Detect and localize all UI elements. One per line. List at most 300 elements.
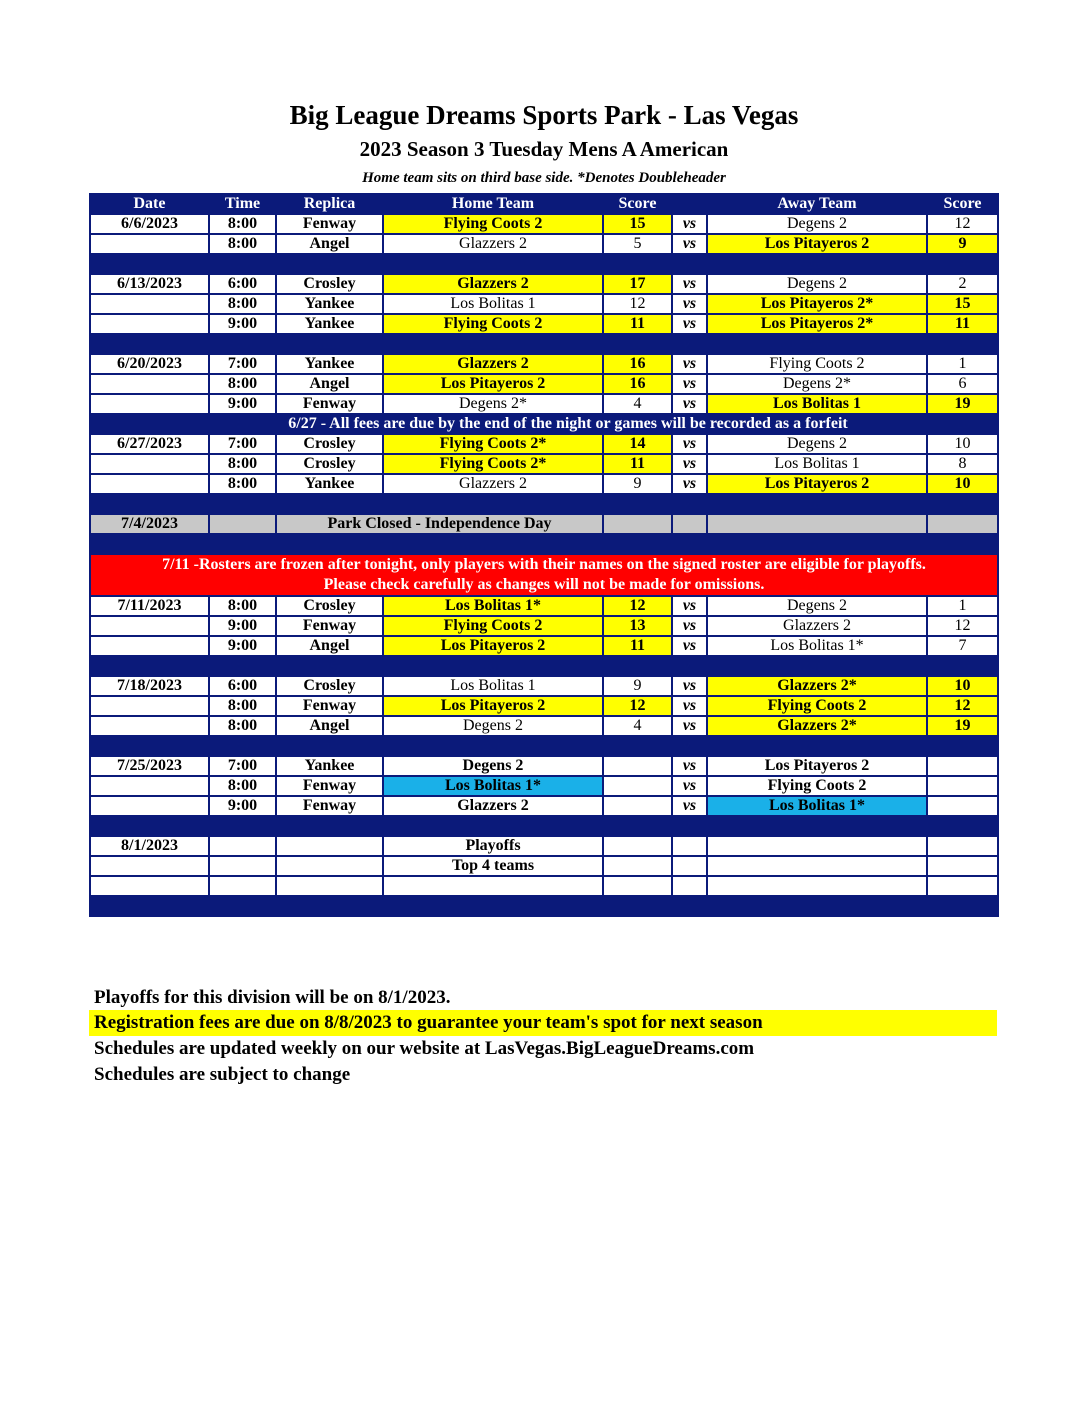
date-cell: [90, 796, 209, 816]
away-score-cell: 1: [927, 596, 998, 616]
separator-cell: [209, 254, 276, 274]
away-score-cell: 2: [927, 274, 998, 294]
home-team-cell: [383, 876, 603, 896]
home-team-cell: Los Pitayeros 2: [383, 636, 603, 656]
vs-cell: vs: [672, 394, 707, 414]
away-team-cell: Los Pitayeros 2: [707, 234, 927, 254]
roster-alert-line2: Please check carefully as changes will not be made for omissions.: [323, 576, 765, 593]
away-team-cell: [707, 876, 927, 896]
time-cell: 9:00: [209, 616, 276, 636]
separator-cell: [276, 816, 383, 836]
game-row: [90, 354, 998, 374]
vs-cell: vs: [672, 374, 707, 394]
separator-cell: [672, 534, 707, 554]
away-score-cell: 12: [927, 616, 998, 636]
vs-cell: vs: [672, 234, 707, 254]
away-team-cell: [707, 856, 927, 876]
separator-cell: [209, 494, 276, 514]
home-score-cell: 11: [603, 636, 672, 656]
separator-cell: [90, 736, 209, 756]
separator-cell: [707, 494, 927, 514]
replica-cell: [276, 836, 383, 856]
separator-cell: [672, 494, 707, 514]
time-cell: [209, 836, 276, 856]
away-team-cell: Los Pitayeros 2: [707, 756, 927, 776]
date-cell: [90, 776, 209, 796]
separator-cell: [276, 334, 383, 354]
home-team-cell: Glazzers 2: [383, 354, 603, 374]
away-team-cell: Flying Coots 2: [707, 696, 927, 716]
score-cell: [927, 836, 998, 856]
header-home-score: Score: [603, 194, 672, 214]
replica-cell: Fenway: [276, 616, 383, 636]
away-team-cell: Los Bolitas 1*: [707, 636, 927, 656]
game-row: [90, 274, 998, 294]
date-cell: [90, 234, 209, 254]
separator-cell: [672, 736, 707, 756]
game-row: [90, 596, 998, 616]
game-row: [90, 616, 998, 636]
away-score-cell: 12: [927, 696, 998, 716]
home-score-cell: 12: [603, 696, 672, 716]
away-team-cell: Los Bolitas 1: [707, 394, 927, 414]
home-team-cell: Flying Coots 2*: [383, 454, 603, 474]
replica-cell: Yankee: [276, 354, 383, 374]
home-score-cell: 9: [603, 474, 672, 494]
separator-cell: [90, 494, 209, 514]
separator-cell: [927, 254, 998, 274]
date-cell: 7/11/2023: [90, 596, 209, 616]
date-cell: [90, 454, 209, 474]
date-cell: 6/27/2023: [90, 434, 209, 454]
separator-cell: [383, 254, 603, 274]
schedule-table: [89, 193, 999, 917]
game-row: [90, 234, 998, 254]
home-team-cell: Playoffs: [383, 836, 603, 856]
separator-cell: [927, 534, 998, 554]
home-team-cell: Los Pitayeros 2: [383, 374, 603, 394]
home-team-cell: Los Bolitas 1*: [383, 776, 603, 796]
home-team-cell: Los Bolitas 1*: [383, 596, 603, 616]
notice-spacer: [90, 414, 209, 434]
separator-cell: [276, 494, 383, 514]
vs-cell: vs: [672, 776, 707, 796]
vs-cell: vs: [672, 294, 707, 314]
replica-cell: Yankee: [276, 756, 383, 776]
park-closed-notice: Park Closed - Independence Day: [276, 514, 603, 534]
game-row: [90, 294, 998, 314]
game-row: [90, 214, 998, 234]
separator-row: [90, 494, 998, 514]
away-score-cell: 9: [927, 234, 998, 254]
vs-cell: vs: [672, 756, 707, 776]
away-team-cell: Los Bolitas 1*: [707, 796, 927, 816]
separator-row: [90, 656, 998, 676]
playoff-row: [90, 856, 998, 876]
separator-row: [90, 816, 998, 836]
home-team-cell: Degens 2: [383, 716, 603, 736]
vs-cell: vs: [672, 214, 707, 234]
away-score-cell: [927, 796, 998, 816]
home-team-cell: Degens 2: [383, 756, 603, 776]
separator-cell: [707, 254, 927, 274]
separator-cell: [90, 816, 209, 836]
roster-alert-line1: 7/11 -Rosters are frozen after tonight, only players with their names on the signed roster are eligible for playoffs.: [162, 556, 926, 573]
away-team-cell: Degens 2: [707, 214, 927, 234]
vs-cell: vs: [672, 676, 707, 696]
replica-cell: Crosley: [276, 454, 383, 474]
home-team-cell: Flying Coots 2*: [383, 434, 603, 454]
separator-cell: [90, 254, 209, 274]
roster-alert-row: [90, 554, 998, 596]
game-row: [90, 756, 998, 776]
home-team-cell: Glazzers 2: [383, 234, 603, 254]
separator-row: [90, 254, 998, 274]
separator-cell: [927, 334, 998, 354]
home-team-cell: Flying Coots 2: [383, 616, 603, 636]
separator-cell: [383, 816, 603, 836]
separator-cell: [672, 656, 707, 676]
home-score-cell: [603, 756, 672, 776]
vs-cell: vs: [672, 616, 707, 636]
away-score-cell: [927, 776, 998, 796]
time-cell: 8:00: [209, 374, 276, 394]
away-team-cell: Degens 2: [707, 434, 927, 454]
replica-cell: Crosley: [276, 676, 383, 696]
date-cell: 6/6/2023: [90, 214, 209, 234]
home-team-cell: Los Pitayeros 2: [383, 696, 603, 716]
date-cell: [90, 474, 209, 494]
home-team-cell: Glazzers 2: [383, 474, 603, 494]
time-cell: 7:00: [209, 354, 276, 374]
home-score-cell: 14: [603, 434, 672, 454]
away-team-cell: Degens 2*: [707, 374, 927, 394]
home-team-cell: Glazzers 2: [383, 796, 603, 816]
separator-row: [90, 736, 998, 756]
header-away-score: Score: [927, 194, 998, 214]
home-team-cell: Flying Coots 2: [383, 214, 603, 234]
date-cell: 8/1/2023: [90, 836, 209, 856]
replica-cell: Crosley: [276, 596, 383, 616]
replica-cell: [276, 876, 383, 896]
away-score-cell: 19: [927, 716, 998, 736]
time-cell: [209, 514, 276, 534]
score-cell: [927, 876, 998, 896]
vs-cell: [672, 876, 707, 896]
time-cell: 8:00: [209, 474, 276, 494]
score-cell: [927, 514, 998, 534]
separator-cell: [209, 896, 276, 916]
replica-cell: Crosley: [276, 434, 383, 454]
vs-cell: vs: [672, 636, 707, 656]
time-cell: 8:00: [209, 596, 276, 616]
playoff-row: [90, 876, 998, 896]
home-team-cell: Top 4 teams: [383, 856, 603, 876]
fee-notice: 6/27 - All fees are due by the end of the night or games will be recorded as a forfeit: [209, 414, 927, 434]
separator-cell: [707, 896, 927, 916]
separator-cell: [672, 334, 707, 354]
vs-cell: vs: [672, 796, 707, 816]
date-cell: [90, 374, 209, 394]
score-cell: [603, 856, 672, 876]
away-team-cell: Los Bolitas 1: [707, 454, 927, 474]
away-team-cell: Degens 2: [707, 596, 927, 616]
game-row: [90, 676, 998, 696]
separator-cell: [90, 656, 209, 676]
game-row: [90, 454, 998, 474]
date-cell: 7/18/2023: [90, 676, 209, 696]
away-team-cell: Glazzers 2*: [707, 676, 927, 696]
separator-cell: [707, 656, 927, 676]
date-cell: 6/13/2023: [90, 274, 209, 294]
separator-cell: [927, 494, 998, 514]
vs-cell: vs: [672, 314, 707, 334]
header-replica: Replica: [276, 194, 383, 214]
separator-cell: [383, 736, 603, 756]
time-cell: 9:00: [209, 796, 276, 816]
vs-cell: vs: [672, 274, 707, 294]
time-cell: 9:00: [209, 636, 276, 656]
score-cell: [927, 856, 998, 876]
footer-registration: Registration fees are due on 8/8/2023 to guarantee your team's spot for next season: [89, 1010, 997, 1036]
away-team-cell: Flying Coots 2: [707, 354, 927, 374]
date-cell: 7/4/2023: [90, 514, 209, 534]
separator-cell: [209, 656, 276, 676]
replica-cell: Fenway: [276, 394, 383, 414]
park-closed-row: [90, 514, 998, 534]
home-score-cell: [603, 796, 672, 816]
away-team-cell: Glazzers 2*: [707, 716, 927, 736]
separator-cell: [603, 816, 672, 836]
away-team-cell: [707, 836, 927, 856]
footer-website: Schedules are updated weekly on our website at LasVegas.BigLeagueDreams.com: [94, 1038, 755, 1059]
separator-cell: [209, 534, 276, 554]
vs-cell: vs: [672, 434, 707, 454]
separator-cell: [90, 534, 209, 554]
score-cell: [603, 836, 672, 856]
vs-cell: vs: [672, 354, 707, 374]
playoff-row: [90, 836, 998, 856]
table-header-row: [90, 194, 998, 214]
away-team-cell: Flying Coots 2: [707, 776, 927, 796]
game-row: [90, 796, 998, 816]
away-score-cell: 19: [927, 394, 998, 414]
separator-cell: [383, 896, 603, 916]
time-cell: 9:00: [209, 314, 276, 334]
separator-row: [90, 534, 998, 554]
separator-cell: [707, 816, 927, 836]
game-row: [90, 474, 998, 494]
home-score-cell: 4: [603, 394, 672, 414]
separator-cell: [672, 816, 707, 836]
separator-cell: [90, 334, 209, 354]
separator-cell: [90, 896, 209, 916]
footer-playoffs: Playoffs for this division will be on 8/1/2023.: [94, 987, 451, 1008]
separator-cell: [603, 896, 672, 916]
away-team-cell: [707, 514, 927, 534]
home-score-cell: 16: [603, 354, 672, 374]
game-row: [90, 434, 998, 454]
schedule-note: Home team sits on third base side. *Denotes Doubleheader: [362, 170, 726, 186]
notice-spacer: [927, 414, 998, 434]
footer-disclaimer: Schedules are subject to change: [94, 1064, 351, 1085]
separator-cell: [927, 736, 998, 756]
separator-cell: [672, 254, 707, 274]
separator-cell: [603, 736, 672, 756]
time-cell: 7:00: [209, 434, 276, 454]
time-cell: 8:00: [209, 454, 276, 474]
separator-cell: [209, 736, 276, 756]
replica-cell: Yankee: [276, 314, 383, 334]
game-row: [90, 314, 998, 334]
date-cell: [90, 876, 209, 896]
away-score-cell: 10: [927, 434, 998, 454]
home-score-cell: 17: [603, 274, 672, 294]
home-score-cell: 4: [603, 716, 672, 736]
replica-cell: [276, 856, 383, 876]
date-cell: [90, 856, 209, 876]
vs-cell: vs: [672, 716, 707, 736]
separator-row: [90, 334, 998, 354]
game-row: [90, 636, 998, 656]
score-cell: [603, 514, 672, 534]
away-score-cell: 10: [927, 474, 998, 494]
vs-cell: vs: [672, 696, 707, 716]
date-cell: [90, 696, 209, 716]
away-score-cell: 7: [927, 636, 998, 656]
separator-cell: [603, 534, 672, 554]
separator-cell: [927, 656, 998, 676]
separator-cell: [603, 254, 672, 274]
home-score-cell: 5: [603, 234, 672, 254]
separator-cell: [276, 896, 383, 916]
score-cell: [603, 876, 672, 896]
away-team-cell: Los Pitayeros 2*: [707, 314, 927, 334]
away-score-cell: 10: [927, 676, 998, 696]
away-score-cell: 8: [927, 454, 998, 474]
time-cell: 8:00: [209, 716, 276, 736]
page-subtitle: 2023 Season 3 Tuesday Mens A American: [359, 137, 729, 161]
roster-alert: [90, 554, 998, 596]
time-cell: 8:00: [209, 776, 276, 796]
date-cell: 6/20/2023: [90, 354, 209, 374]
replica-cell: Fenway: [276, 214, 383, 234]
vs-cell: vs: [672, 454, 707, 474]
game-row: [90, 374, 998, 394]
home-score-cell: 12: [603, 596, 672, 616]
home-score-cell: 11: [603, 314, 672, 334]
time-cell: [209, 856, 276, 876]
time-cell: 7:00: [209, 756, 276, 776]
replica-cell: Yankee: [276, 294, 383, 314]
game-row: [90, 696, 998, 716]
home-score-cell: 12: [603, 294, 672, 314]
date-cell: [90, 716, 209, 736]
separator-cell: [276, 656, 383, 676]
away-score-cell: [927, 756, 998, 776]
fee-notice-row: [90, 414, 998, 434]
separator-cell: [209, 334, 276, 354]
game-row: [90, 394, 998, 414]
replica-cell: Yankee: [276, 474, 383, 494]
replica-cell: Angel: [276, 716, 383, 736]
vs-cell: vs: [672, 474, 707, 494]
page-title: Big League Dreams Sports Park - Las Vegas: [289, 100, 799, 130]
home-score-cell: 11: [603, 454, 672, 474]
separator-cell: [707, 334, 927, 354]
replica-cell: Fenway: [276, 796, 383, 816]
away-score-cell: 6: [927, 374, 998, 394]
away-score-cell: 11: [927, 314, 998, 334]
home-score-cell: [603, 776, 672, 796]
separator-cell: [707, 534, 927, 554]
time-cell: 8:00: [209, 294, 276, 314]
date-cell: 7/25/2023: [90, 756, 209, 776]
replica-cell: Crosley: [276, 274, 383, 294]
separator-cell: [276, 254, 383, 274]
header-home-team: Home Team: [383, 194, 603, 214]
home-score-cell: 16: [603, 374, 672, 394]
separator-cell: [276, 534, 383, 554]
replica-cell: Angel: [276, 374, 383, 394]
separator-cell: [603, 494, 672, 514]
home-team-cell: Degens 2*: [383, 394, 603, 414]
replica-cell: Fenway: [276, 696, 383, 716]
header-date: Date: [90, 194, 209, 214]
away-score-cell: 1: [927, 354, 998, 374]
home-score-cell: 9: [603, 676, 672, 696]
home-score-cell: 15: [603, 214, 672, 234]
game-row: [90, 776, 998, 796]
date-cell: [90, 314, 209, 334]
vs-cell: vs: [672, 596, 707, 616]
home-team-cell: Los Bolitas 1: [383, 676, 603, 696]
separator-row: [90, 896, 998, 916]
schedule-body: [90, 214, 998, 916]
time-cell: 6:00: [209, 676, 276, 696]
separator-cell: [672, 896, 707, 916]
time-cell: 9:00: [209, 394, 276, 414]
home-team-cell: Glazzers 2: [383, 274, 603, 294]
home-score-cell: 13: [603, 616, 672, 636]
separator-cell: [927, 896, 998, 916]
separator-cell: [383, 534, 603, 554]
header-away-team: Away Team: [707, 194, 927, 214]
separator-cell: [276, 736, 383, 756]
game-row: [90, 716, 998, 736]
date-cell: [90, 636, 209, 656]
separator-cell: [383, 334, 603, 354]
replica-cell: Fenway: [276, 776, 383, 796]
away-score-cell: 15: [927, 294, 998, 314]
vs-cell: [672, 836, 707, 856]
home-team-cell: Flying Coots 2: [383, 314, 603, 334]
separator-cell: [603, 334, 672, 354]
time-cell: 8:00: [209, 696, 276, 716]
separator-cell: [209, 816, 276, 836]
time-cell: [209, 876, 276, 896]
date-cell: [90, 616, 209, 636]
date-cell: [90, 294, 209, 314]
separator-cell: [927, 816, 998, 836]
away-team-cell: Glazzers 2: [707, 616, 927, 636]
away-team-cell: Degens 2: [707, 274, 927, 294]
time-cell: 8:00: [209, 214, 276, 234]
separator-cell: [383, 656, 603, 676]
away-team-cell: Los Pitayeros 2: [707, 474, 927, 494]
separator-cell: [603, 656, 672, 676]
time-cell: 6:00: [209, 274, 276, 294]
